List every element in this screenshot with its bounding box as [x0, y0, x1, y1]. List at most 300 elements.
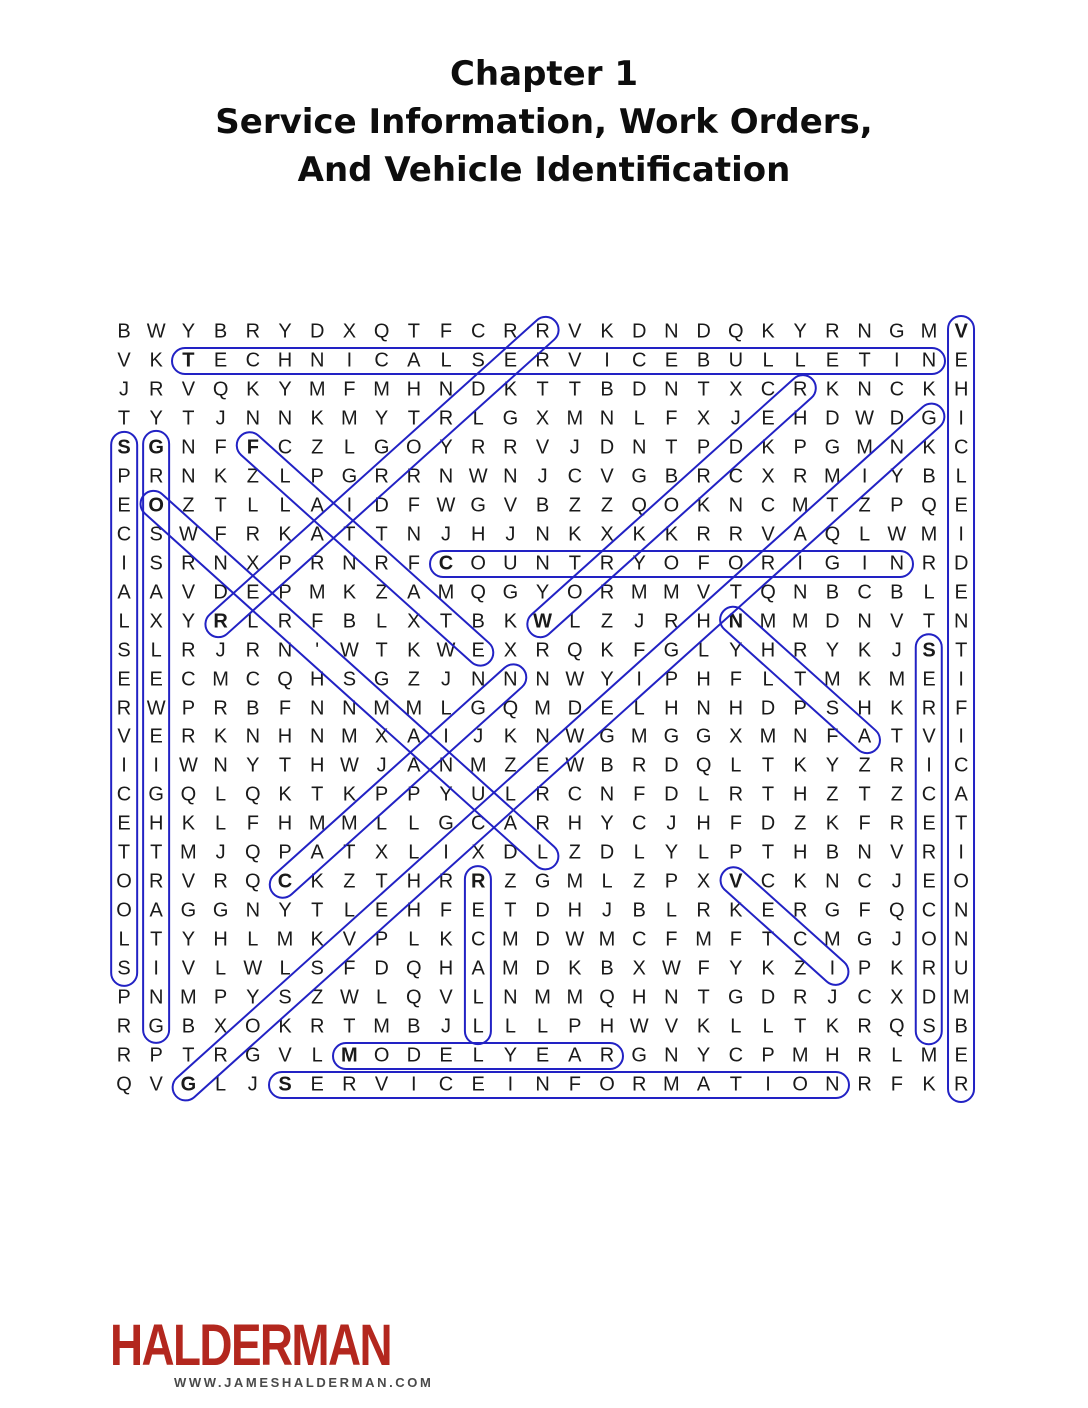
grid-letter: X: [342, 320, 357, 343]
grid-letter: A: [149, 581, 163, 604]
grid-letter: C: [470, 928, 486, 951]
grid-letter: G: [824, 899, 841, 922]
grid-letter: T: [407, 407, 420, 430]
grid-letter: O: [406, 436, 422, 459]
grid-letter: A: [310, 494, 324, 517]
grid-letter: X: [696, 407, 711, 430]
grid-letter: R: [792, 639, 808, 662]
grid-letter: J: [891, 928, 902, 951]
grid-letter: K: [825, 812, 840, 835]
grid-letter: N: [535, 668, 550, 691]
grid-letter: F: [214, 523, 227, 546]
grid-letter: F: [568, 1073, 581, 1096]
grid-letter: L: [504, 783, 516, 806]
grid-letter: B: [825, 581, 840, 604]
grid-letter: E: [503, 349, 518, 372]
grid-letter: E: [535, 1044, 550, 1067]
grid-letter: E: [471, 1073, 485, 1096]
grid-letter: E: [825, 349, 840, 372]
grid-letter: Z: [794, 812, 807, 835]
grid-letter: E: [246, 581, 260, 604]
grid-letter: F: [246, 436, 259, 459]
grid-letter: B: [342, 610, 357, 633]
grid-letter: N: [664, 986, 679, 1009]
grid-letter: T: [761, 928, 775, 951]
grid-letter: L: [408, 812, 420, 835]
grid-letter: I: [443, 725, 449, 748]
grid-letter: V: [374, 1073, 389, 1096]
grid-letter: T: [729, 1073, 742, 1096]
grid-letter: D: [760, 812, 776, 835]
grid-letter: K: [503, 610, 518, 633]
grid-letter: C: [857, 986, 872, 1009]
grid-letter: E: [954, 494, 968, 517]
grid-letter: N: [277, 407, 293, 430]
grid-letter: F: [858, 899, 871, 922]
grid-letter: L: [279, 957, 291, 980]
grid-letter: W: [565, 754, 585, 777]
grid-letter: L: [859, 523, 871, 546]
grid-letter: I: [926, 754, 932, 777]
grid-letter: V: [600, 465, 614, 488]
grid-letter: R: [342, 1073, 357, 1096]
grid-letter: H: [825, 1044, 840, 1067]
grid-letter: W: [339, 639, 359, 662]
grid-letter: E: [922, 812, 936, 835]
grid-letter: H: [792, 407, 808, 430]
grid-letter: W: [178, 523, 198, 546]
grid-letter: X: [535, 407, 550, 430]
word-oval: [142, 430, 170, 1044]
grid-letter: T: [858, 783, 871, 806]
grid-letter: M: [534, 986, 551, 1009]
grid-letter: T: [375, 870, 388, 893]
grid-letter: S: [310, 957, 324, 980]
grid-letter: Z: [311, 986, 324, 1009]
grid-letter: H: [438, 957, 454, 980]
grid-letter: D: [953, 552, 969, 575]
grid-letter: N: [213, 754, 228, 777]
grid-letter: R: [535, 639, 550, 662]
grid-letter: D: [599, 841, 615, 864]
grid-letter: R: [181, 725, 196, 748]
grid-letter: K: [922, 436, 936, 459]
grid-letter: R: [760, 552, 776, 575]
grid-letter: Q: [277, 668, 293, 691]
grid-letter: D: [535, 899, 550, 922]
grid-letter: P: [761, 1044, 775, 1067]
grid-letter: Q: [116, 1073, 132, 1096]
grid-letter: L: [569, 610, 581, 633]
grid-letter: A: [117, 581, 131, 604]
grid-letter: F: [246, 812, 259, 835]
grid-letter: R: [599, 1044, 615, 1067]
grid-letter: M: [308, 581, 326, 604]
grid-letter: W: [146, 697, 166, 720]
grid-letter: V: [181, 581, 196, 604]
grid-letter: W: [339, 986, 359, 1009]
grid-letter: N: [825, 1073, 840, 1096]
grid-letter: L: [665, 899, 677, 922]
grid-letter: B: [825, 841, 840, 864]
grid-letter: Y: [825, 639, 840, 662]
grid-letter: Z: [568, 841, 581, 864]
grid-letter: P: [857, 957, 872, 980]
word-oval: [268, 1071, 850, 1099]
grid-letter: O: [116, 870, 132, 893]
grid-letter: D: [374, 494, 389, 517]
grid-letter: R: [116, 697, 132, 720]
grid-letter: K: [922, 1073, 936, 1096]
grid-letter: Y: [439, 783, 453, 806]
grid-letter: C: [921, 783, 937, 806]
grid-letter: G: [212, 899, 229, 922]
grid-letter: N: [857, 378, 872, 401]
grid-letter: N: [857, 841, 872, 864]
grid-letter: N: [631, 436, 647, 459]
grid-letter: B: [696, 349, 711, 372]
grid-letter: S: [149, 523, 163, 546]
grid-letter: G: [373, 436, 390, 459]
grid-letter: N: [342, 697, 357, 720]
grid-letter: R: [438, 407, 454, 430]
grid-letter: W: [436, 494, 456, 517]
grid-letter: D: [825, 407, 840, 430]
grid-letter: R: [921, 697, 937, 720]
grid-letter: V: [342, 928, 357, 951]
grid-letter: V: [503, 494, 518, 517]
grid-letter: C: [792, 928, 808, 951]
grid-letter: M: [502, 957, 519, 980]
grid-letter: L: [633, 841, 645, 864]
grid-letter: N: [664, 1044, 679, 1067]
grid-letter: D: [921, 986, 937, 1009]
grid-letter: L: [247, 494, 259, 517]
grid-letter: H: [664, 697, 679, 720]
grid-letter: Y: [664, 841, 679, 864]
grid-letter: C: [116, 523, 132, 546]
grid-letter: G: [534, 870, 551, 893]
grid-letter: S: [825, 697, 840, 720]
grid-letter: N: [599, 783, 615, 806]
grid-letter: J: [537, 465, 548, 488]
grid-letter: H: [148, 812, 164, 835]
grid-letter: S: [278, 1073, 292, 1096]
grid-letter: L: [311, 1044, 323, 1067]
grid-letter: R: [953, 1073, 969, 1096]
grid-letter: E: [149, 668, 163, 691]
grid-letter: L: [215, 812, 227, 835]
grid-letter: H: [728, 697, 744, 720]
grid-letter: I: [958, 668, 964, 691]
grid-letter: L: [440, 697, 452, 720]
grid-letter: R: [535, 349, 550, 372]
grid-letter: G: [180, 899, 197, 922]
grid-letter: R: [535, 320, 550, 343]
grid-letter: W: [887, 523, 907, 546]
grid-letter: N: [181, 465, 196, 488]
grid-letter: Q: [567, 639, 583, 662]
grid-letter: R: [245, 523, 261, 546]
grid-letter: K: [696, 1015, 711, 1038]
grid-letter: B: [890, 581, 904, 604]
grid-letter: I: [346, 349, 353, 372]
grid-letter: T: [729, 581, 742, 604]
grid-letter: P: [729, 841, 743, 864]
grid-letter: F: [729, 668, 742, 691]
grid-letter: J: [215, 639, 226, 662]
grid-letter: N: [728, 494, 744, 517]
grid-letter: N: [921, 349, 937, 372]
grid-letter: R: [438, 870, 454, 893]
grid-letter: X: [471, 841, 485, 864]
grid-letter: A: [857, 725, 872, 748]
grid-letter: N: [857, 320, 872, 343]
grid-letter: R: [792, 465, 808, 488]
grid-letter: B: [600, 957, 614, 980]
grid-letter: R: [503, 320, 518, 343]
grid-letter: R: [470, 870, 486, 893]
grid-letter: H: [406, 378, 422, 401]
grid-letter: V: [729, 870, 743, 893]
grid-letter: E: [213, 349, 228, 372]
grid-letter: L: [376, 610, 388, 633]
grid-letter: L: [537, 841, 549, 864]
grid-letter: T: [858, 349, 871, 372]
grid-letter: T: [407, 320, 420, 343]
grid-letter: Z: [826, 783, 839, 806]
grid-letter: G: [180, 1073, 197, 1096]
grid-letter: T: [375, 639, 388, 662]
word-oval: [713, 860, 854, 991]
grid-letter: J: [215, 407, 226, 430]
grid-letter: J: [569, 436, 580, 459]
grid-letter: N: [438, 378, 454, 401]
grid-letter: V: [664, 1015, 679, 1038]
grid-letter: X: [729, 725, 743, 748]
grid-letter: R: [857, 1015, 872, 1038]
grid-letter: Y: [278, 378, 292, 401]
grid-letter: R: [245, 639, 261, 662]
grid-letter: J: [473, 725, 484, 748]
grid-letter: T: [665, 436, 678, 459]
grid-letter: K: [857, 639, 872, 662]
grid-letter: K: [761, 957, 775, 980]
grid-letter: J: [441, 668, 451, 691]
grid-letter: H: [696, 812, 711, 835]
grid-letter: Q: [889, 899, 905, 922]
grid-letter: T: [536, 378, 549, 401]
grid-letter: N: [503, 465, 518, 488]
grid-letter: R: [503, 436, 518, 459]
grid-letter: V: [761, 523, 775, 546]
grid-letter: A: [407, 349, 421, 372]
grid-letter: M: [920, 320, 938, 343]
grid-letter: R: [213, 870, 228, 893]
grid-letter: I: [411, 1073, 417, 1096]
grid-letter: R: [728, 523, 744, 546]
grid-letter: T: [955, 639, 968, 662]
grid-letter: N: [277, 639, 293, 662]
grid-letter: M: [341, 725, 358, 748]
grid-letter: P: [664, 668, 679, 691]
grid-letter: L: [730, 754, 742, 777]
grid-letter: L: [376, 986, 388, 1009]
grid-letter: J: [441, 523, 451, 546]
grid-letter: Y: [246, 754, 260, 777]
grid-letter: G: [148, 783, 164, 806]
grid-letter: M: [276, 928, 294, 951]
grid-letter: W: [565, 928, 585, 951]
grid-letter: L: [601, 870, 613, 893]
grid-letter: J: [634, 610, 645, 633]
grid-letter: Z: [504, 870, 517, 893]
grid-letter: R: [470, 436, 486, 459]
grid-letter: Y: [825, 754, 840, 777]
grid-letter: C: [470, 812, 486, 835]
grid-letter: M: [502, 928, 519, 951]
grid-letter: E: [149, 725, 163, 748]
grid-letter: Y: [246, 986, 260, 1009]
grid-letter: D: [599, 436, 615, 459]
grid-letter: M: [695, 928, 712, 951]
grid-letter: Q: [245, 783, 261, 806]
grid-letter: L: [215, 1073, 227, 1096]
grid-letter: E: [954, 349, 968, 372]
grid-letter: I: [153, 754, 159, 777]
grid-letter: O: [728, 552, 744, 575]
word-oval: [230, 426, 500, 673]
grid-letter: W: [436, 639, 456, 662]
grid-letter: R: [889, 754, 905, 777]
grid-letter: K: [890, 697, 904, 720]
grid-letter: O: [245, 1015, 261, 1038]
grid-letter: L: [118, 928, 130, 951]
grid-letter: G: [470, 494, 486, 517]
grid-letter: C: [567, 783, 583, 806]
grid-letter: L: [118, 610, 130, 633]
grid-letter: E: [117, 494, 131, 517]
grid-letter: D: [406, 1044, 422, 1067]
grid-letter: D: [760, 697, 776, 720]
grid-letter: A: [310, 523, 324, 546]
grid-letter: P: [374, 928, 389, 951]
grid-letter: J: [891, 870, 902, 893]
grid-letter: C: [245, 668, 261, 691]
grid-letter: Z: [375, 581, 388, 604]
grid-letter: A: [407, 581, 421, 604]
grid-letter: K: [342, 783, 357, 806]
grid-letter: V: [954, 320, 968, 343]
grid-letter: O: [470, 552, 486, 575]
grid-letter: A: [503, 812, 518, 835]
grid-letter: K: [503, 378, 518, 401]
grid-letter: V: [696, 581, 711, 604]
grid-letter: W: [468, 465, 488, 488]
grid-letter: H: [792, 841, 808, 864]
grid-letter: M: [566, 986, 584, 1009]
grid-letter: T: [568, 378, 581, 401]
grid-letter: R: [181, 639, 196, 662]
grid-letter: Q: [921, 494, 937, 517]
grid-letter: M: [373, 378, 390, 401]
grid-letter: K: [664, 523, 679, 546]
grid-letter: I: [507, 1073, 514, 1096]
grid-letter: R: [148, 378, 164, 401]
grid-letter: N: [696, 697, 711, 720]
grid-letter: L: [472, 407, 484, 430]
grid-letter: X: [632, 957, 646, 980]
grid-letter: N: [857, 610, 872, 633]
grid-letter: B: [664, 465, 679, 488]
grid-letter: T: [697, 378, 710, 401]
grid-letter: R: [535, 812, 550, 835]
grid-letter: N: [438, 465, 454, 488]
grid-letter: C: [631, 349, 647, 372]
grid-letter: F: [826, 725, 839, 748]
grid-letter: B: [181, 1015, 196, 1038]
grid-letter: R: [696, 465, 711, 488]
grid-letter: N: [599, 407, 615, 430]
grid-letter: T: [311, 783, 324, 806]
grid-letter: S: [471, 349, 485, 372]
grid-letter: K: [632, 523, 646, 546]
grid-letter: G: [438, 812, 454, 835]
grid-letter: L: [215, 783, 227, 806]
grid-letter: M: [952, 986, 970, 1009]
grid-letter: N: [406, 523, 422, 546]
grid-letter: I: [861, 465, 868, 488]
grid-letter: L: [279, 494, 291, 517]
grid-letter: U: [728, 349, 744, 372]
grid-letter: Q: [728, 320, 744, 343]
grid-letter: M: [630, 725, 648, 748]
grid-letter: Q: [373, 320, 390, 343]
grid-letter: R: [374, 552, 389, 575]
grid-letter: N: [309, 697, 325, 720]
grid-letter: L: [762, 1015, 774, 1038]
grid-letter: M: [180, 841, 197, 864]
grid-letter: X: [890, 986, 904, 1009]
grid-letter: T: [375, 523, 388, 546]
grid-letter: G: [631, 465, 647, 488]
grid-letter: G: [824, 436, 841, 459]
grid-letter: P: [793, 436, 807, 459]
grid-letter: K: [310, 928, 324, 951]
grid-letter: D: [567, 697, 583, 720]
grid-letter: H: [792, 783, 808, 806]
grid-letter: F: [407, 552, 420, 575]
grid-letter: F: [343, 378, 356, 401]
grid-letter: B: [246, 697, 260, 720]
grid-letter: P: [374, 783, 389, 806]
grid-letter: Z: [600, 494, 614, 517]
grid-letter: M: [373, 1015, 390, 1038]
grid-letter: N: [889, 552, 905, 575]
grid-letter: B: [471, 610, 485, 633]
grid-letter: O: [663, 494, 680, 517]
grid-letter: F: [665, 407, 678, 430]
grid-letter: I: [346, 494, 353, 517]
grid-letter: K: [278, 523, 292, 546]
grid-letter: D: [631, 378, 647, 401]
grid-letter: Y: [278, 899, 292, 922]
grid-letter: K: [278, 783, 292, 806]
grid-letter: R: [889, 812, 905, 835]
grid-letter: G: [245, 1044, 261, 1067]
grid-letter: G: [148, 1015, 164, 1038]
grid-letter: S: [922, 1015, 936, 1038]
